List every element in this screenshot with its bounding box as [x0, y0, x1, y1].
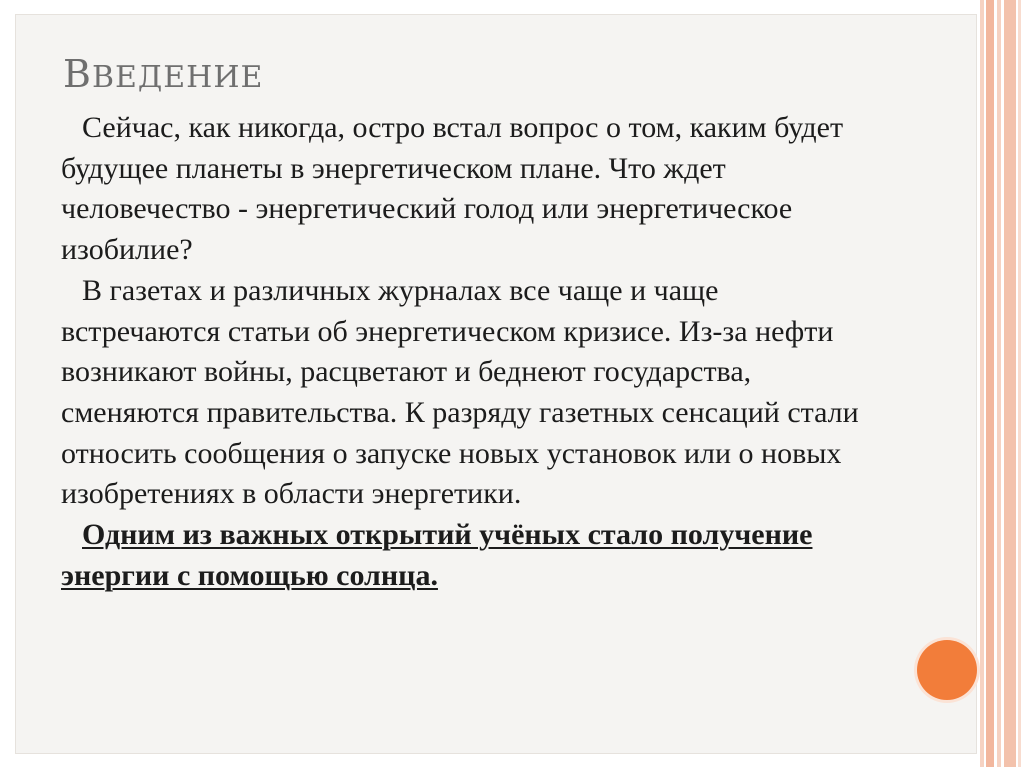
- paragraph-intro: Сейчас, как никогда, остро встал вопрос о том, каким будет будущее планеты в энергетическом плане. Что ждет человечество - энергетический голод или энергетическое изобилие?: [61, 111, 844, 267]
- slide-title: [63, 52, 263, 96]
- paragraph-crisis: В газетах и различных журналах все чаще и чаще встречаются статьи об энергетическом кризисе. Из-за нефти возникают войны, расцветают и беднеют государства, сменяются правительства. К разряду газетных сенсаций стали относить сообщения о запуске новых установок или о новых изобретениях в области энергетики.: [61, 273, 859, 511]
- accent-circle-icon: [917, 640, 977, 700]
- decorative-stripe: [1004, 0, 1016, 767]
- decorative-stripe: [1018, 0, 1021, 767]
- slide-title-rest: ВЕДЕНИЕ: [91, 60, 264, 95]
- slide-body: [61, 108, 871, 596]
- decorative-stripe: [997, 0, 1001, 767]
- slide-title-initial: В: [63, 52, 92, 96]
- decorative-stripe: [980, 0, 984, 767]
- decorative-stripe: [986, 0, 994, 767]
- paragraph-emphasis: Одним из важных открытий учёных стало получение энергии с помощью солнца.: [61, 518, 813, 592]
